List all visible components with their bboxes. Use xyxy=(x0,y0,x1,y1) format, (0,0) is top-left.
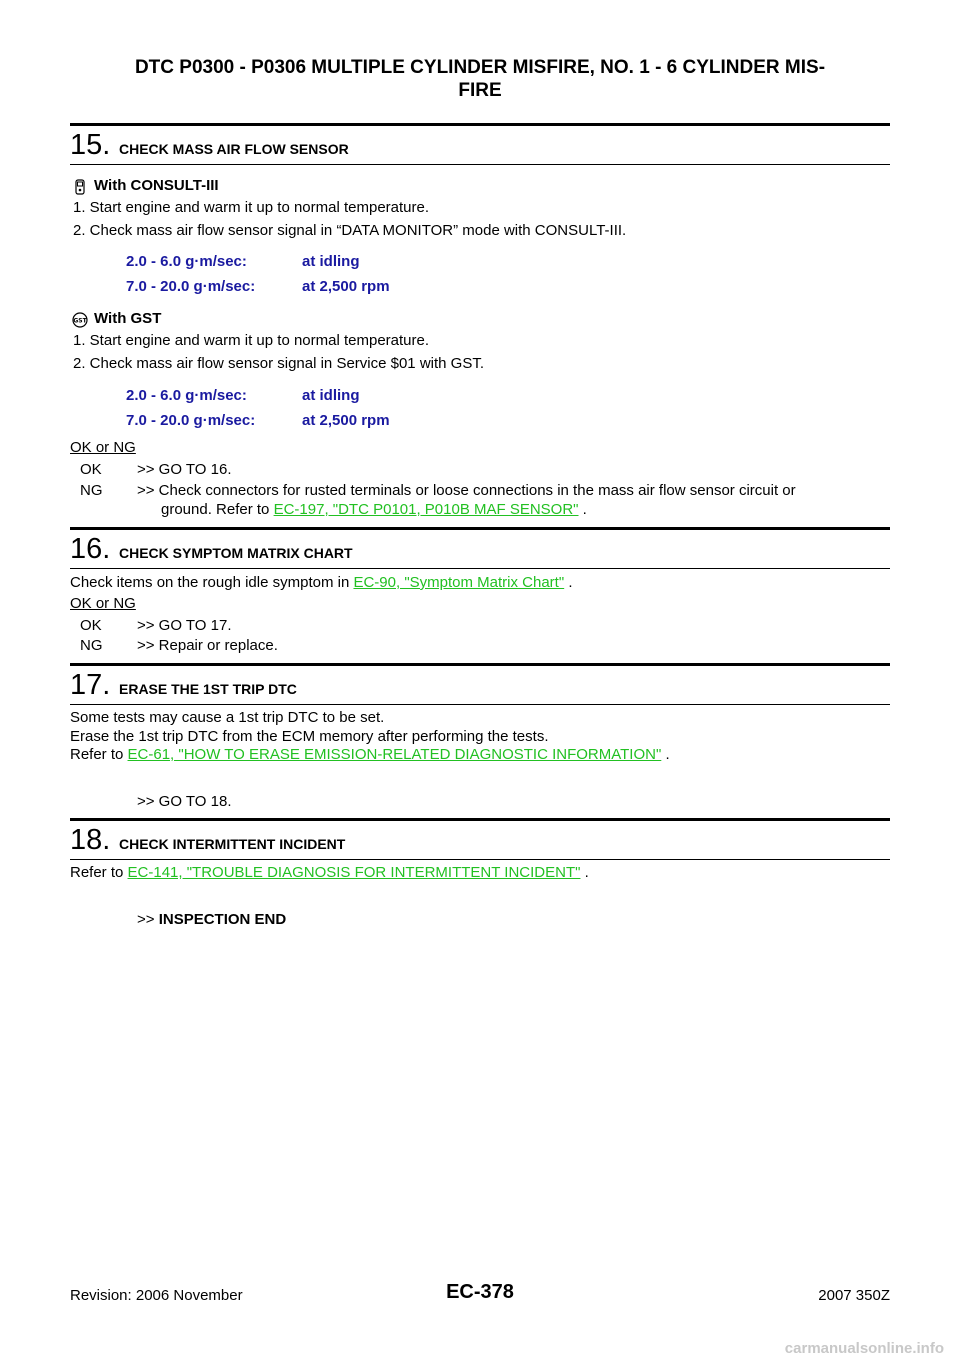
step-17-line1: Some tests may cause a 1st trip DTC to be set. xyxy=(70,709,385,726)
spec-condition: at idling xyxy=(302,387,360,404)
page-number: EC-378 xyxy=(446,1281,514,1303)
ec-61-link[interactable]: EC-61, "HOW TO ERASE EMISSION-RELATED DIAGNOSTIC INFORMATION" xyxy=(127,746,662,763)
step-title: CHECK SYMPTOM MATRIX CHART xyxy=(119,545,353,561)
gst-step-2: 2. Check mass air flow sensor signal in Service $01 with GST. xyxy=(73,355,484,372)
step-title: CHECK INTERMITTENT INCIDENT xyxy=(119,836,346,852)
ng-refer-suffix: . xyxy=(578,501,587,518)
step-17-header xyxy=(70,663,890,705)
consult-step-2: 2. Check mass air flow sensor signal in “DATA MONITOR” mode with CONSULT-III. xyxy=(73,222,627,239)
spec-condition: at 2,500 rpm xyxy=(302,278,390,295)
gst-label: With GST xyxy=(94,310,162,327)
spec-value: 7.0 - 20.0 g·m/sec: xyxy=(126,412,256,429)
inspection-end-arrow: >> xyxy=(137,911,155,928)
spec-value: 2.0 - 6.0 g·m/sec: xyxy=(126,387,247,404)
svg-text:GST: GST xyxy=(73,317,87,325)
ok-result: >> GO TO 17. xyxy=(137,617,232,634)
consult-label: With CONSULT-III xyxy=(94,177,219,194)
step-15-header xyxy=(70,123,890,165)
step-16-text-prefix: Check items on the rough idle symptom in xyxy=(70,574,354,591)
ec-141-link[interactable]: EC-141, "TROUBLE DIAGNOSIS FOR INTERMITTENT INCIDENT" xyxy=(127,864,581,881)
ng-result-line1: >> Check connectors for rusted terminals or loose connections in the mass air flow sensor circuit or xyxy=(137,482,796,499)
ng-code: NG xyxy=(80,637,103,654)
revision-date: Revision: 2006 November xyxy=(70,1287,243,1304)
watermark: carmanualsonline.info xyxy=(784,1340,944,1357)
step-number: 17. xyxy=(70,669,111,701)
consult-step-1: 1. Start engine and warm it up to normal temperature. xyxy=(73,199,430,216)
page-title xyxy=(70,56,890,102)
spec-condition: at idling xyxy=(302,253,360,270)
model-year: 2007 350Z xyxy=(818,1287,890,1304)
step-18-refer-text: Refer to xyxy=(70,864,128,881)
ok-result: >> GO TO 16. xyxy=(137,461,232,478)
step-title: ERASE THE 1ST TRIP DTC xyxy=(119,681,297,697)
ok-or-ng-label: OK or NG xyxy=(70,595,136,612)
gst-step-1: 1. Start engine and warm it up to normal temperature. xyxy=(73,332,430,349)
gst-tool-icon xyxy=(72,312,88,328)
step-16-text-suffix: . xyxy=(564,574,573,591)
ng-refer-text: ground. Refer to xyxy=(161,501,274,518)
ec-90-link[interactable]: EC-90, "Symptom Matrix Chart" xyxy=(353,574,565,591)
step-18-line xyxy=(70,864,589,882)
step-17-line2: Erase the 1st trip DTC from the ECM memory after performing the tests. xyxy=(70,728,549,745)
ok-or-ng-label: OK or NG xyxy=(70,439,136,456)
spec-value: 2.0 - 6.0 g·m/sec: xyxy=(126,253,247,270)
inspection-end xyxy=(137,911,286,929)
page-title-line2: FIRE xyxy=(458,80,502,101)
step-16-header xyxy=(70,527,890,569)
spec-condition: at 2,500 rpm xyxy=(302,412,390,429)
ng-result-line2 xyxy=(161,501,587,519)
consult-tool-icon xyxy=(72,179,88,195)
step-number: 15. xyxy=(70,129,111,161)
spec-value: 7.0 - 20.0 g·m/sec: xyxy=(126,278,256,295)
step-18-header xyxy=(70,818,890,860)
ng-code: NG xyxy=(80,482,103,499)
step-16-text xyxy=(70,574,573,592)
step-17-refer-text: Refer to xyxy=(70,746,128,763)
step-number: 16. xyxy=(70,533,111,565)
step-18-refer-suffix: . xyxy=(580,864,589,881)
ok-code: OK xyxy=(80,461,102,478)
inspection-end-label: INSPECTION END xyxy=(158,911,287,928)
ok-code: OK xyxy=(80,617,102,634)
step-17-goto: >> GO TO 18. xyxy=(137,793,232,810)
ng-result: >> Repair or replace. xyxy=(137,637,278,654)
page-title-line1: DTC P0300 - P0306 MULTIPLE CYLINDER MISFIRE, NO. 1 - 6 CYLINDER MIS- xyxy=(134,57,826,78)
step-title: CHECK MASS AIR FLOW SENSOR xyxy=(119,141,349,157)
ec-197-link[interactable]: EC-197, "DTC P0101, P010B MAF SENSOR" xyxy=(273,501,579,518)
step-number: 18. xyxy=(70,824,111,856)
step-17-line3 xyxy=(70,746,670,764)
step-17-refer-suffix: . xyxy=(661,746,670,763)
